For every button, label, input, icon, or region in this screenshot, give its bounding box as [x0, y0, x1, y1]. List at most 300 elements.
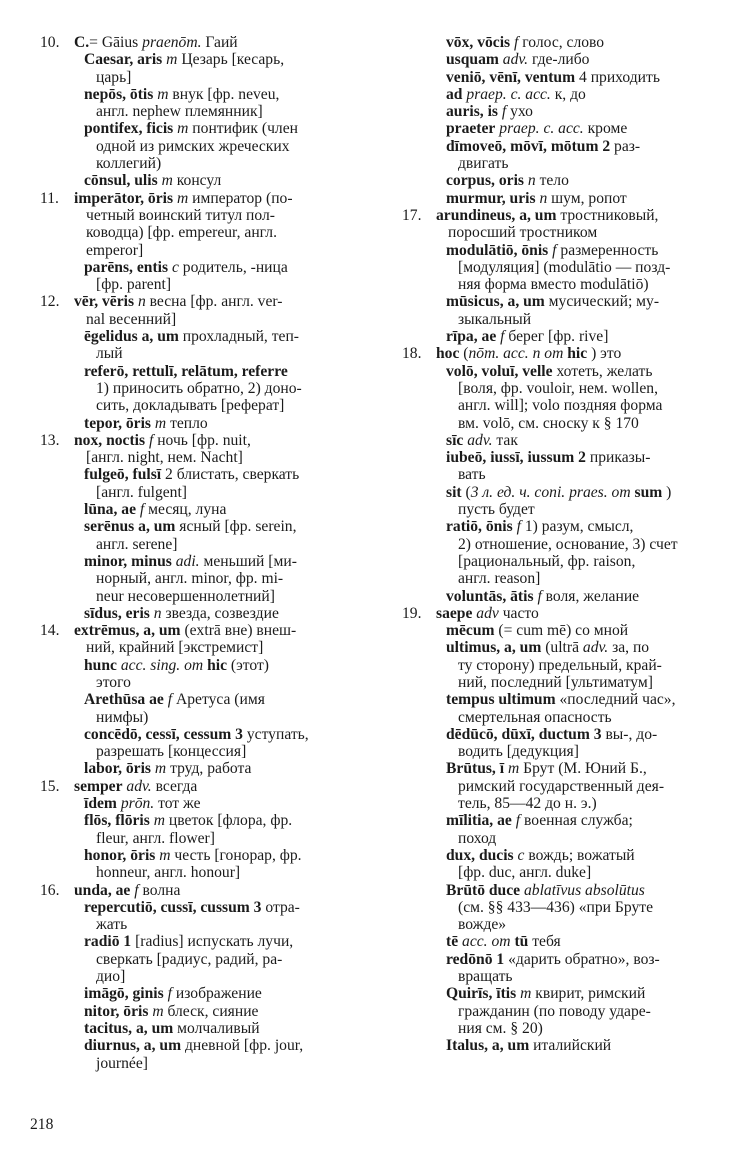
entry-headline	[436, 345, 718, 362]
definition-text: (extrā вне) внеш-	[180, 622, 297, 640]
dictionary-entry	[40, 363, 360, 415]
entry-continuation	[446, 501, 718, 518]
definition-text: дио]	[96, 968, 126, 986]
definition-text: блеск, сияние	[163, 1002, 259, 1020]
entry-headline	[436, 207, 718, 224]
headword: ultimus, a, um	[446, 639, 542, 657]
definition-text: ний, крайний [экстремист]	[86, 639, 264, 657]
definition-text: лый	[96, 345, 123, 363]
entry-continuation	[84, 951, 360, 968]
entry-headline	[84, 51, 360, 68]
definition-text: берег [фр. rive]	[504, 328, 609, 346]
definition-text: ) это	[587, 345, 622, 363]
entry-continuation	[84, 138, 360, 155]
headword: honor, ōris	[84, 846, 156, 864]
definition-text: гражданин (по поводу ударе-	[458, 1002, 651, 1020]
definition-text: тело	[535, 172, 569, 190]
definition-text: дневной [фр. jour,	[181, 1037, 304, 1055]
entry-continuation	[446, 259, 718, 276]
entry-headline	[446, 1037, 718, 1054]
definition-text: ухо	[506, 103, 533, 121]
definition-text: neur несовершеннолетний]	[96, 587, 275, 605]
definition-text: прохладный, теп-	[178, 328, 299, 346]
headword: volō, voluī, velle	[446, 362, 553, 380]
dictionary-entry	[402, 207, 718, 242]
definition-text: сить, докладывать [реферат]	[96, 397, 285, 415]
definition-text: военная служба;	[520, 812, 633, 830]
section-number: 19.	[402, 604, 422, 622]
dictionary-entry	[402, 760, 718, 812]
grammar-label: m	[520, 985, 532, 1003]
entry-continuation	[74, 207, 360, 224]
left-column	[40, 34, 360, 1072]
headword: hic	[567, 345, 588, 363]
entry-headline	[446, 293, 718, 310]
entry-continuation	[446, 674, 718, 691]
grammar-label: m	[507, 760, 520, 778]
entry-headline	[446, 363, 718, 380]
headword: concēdō, cessī, cessum 3	[84, 725, 243, 743]
definition-text: весна [фр. англ. ver-	[145, 293, 283, 311]
definition-text: Брут (М. Юний Б.,	[519, 760, 647, 778]
headword: redōnō 1	[446, 950, 505, 968]
definition-text: за, по	[608, 639, 650, 657]
entry-continuation	[446, 311, 718, 328]
entry-continuation	[84, 570, 360, 587]
entry-headline	[84, 501, 360, 518]
grammar-label: f	[501, 103, 507, 121]
entry-continuation	[446, 743, 718, 760]
entry-continuation	[84, 743, 360, 760]
definition-text: италийский	[529, 1037, 612, 1055]
definition-text: всегда	[151, 777, 198, 795]
grammar-label: acc. om	[462, 933, 511, 951]
headword: referō, rettulī, relātum, referre	[84, 362, 288, 380]
dictionary-entry	[402, 363, 718, 432]
entry-headline	[84, 86, 360, 103]
entry-headline	[446, 622, 718, 639]
headword: pontifex, ficis	[84, 120, 174, 138]
definition-text: тепло	[166, 414, 208, 432]
entry-headline	[84, 760, 360, 777]
dictionary-entry	[402, 951, 718, 986]
entry-continuation	[84, 864, 360, 881]
definition-text: родитель, -ница	[178, 258, 288, 276]
grammar-label: n	[539, 189, 548, 207]
definition-text: волна	[138, 881, 181, 899]
headword: diurnus, a, um	[84, 1037, 182, 1055]
definition-text: шум, ропот	[547, 189, 627, 207]
dictionary-entry	[402, 190, 718, 207]
definition-text: [англ. fulgent]	[96, 483, 188, 501]
definition-text: ясный [фр. serein,	[175, 518, 297, 536]
definition-text: (этот)	[227, 656, 269, 674]
headword: Caesar, aris	[84, 51, 163, 69]
dictionary-entry	[402, 449, 718, 484]
entry-continuation	[74, 311, 360, 328]
headword: tepor, ōris	[84, 414, 151, 432]
headword: hic	[207, 656, 227, 674]
entry-headline	[74, 882, 360, 899]
entry-continuation	[84, 536, 360, 553]
dictionary-entry	[40, 293, 360, 328]
headword: vōx, vōcis	[446, 34, 511, 51]
grammar-label: ablatīvus absolūtus	[523, 881, 645, 899]
headword: arundineus, a, um	[436, 206, 557, 224]
definition-text: emperor]	[86, 241, 144, 259]
entry-headline	[436, 605, 718, 622]
entry-continuation	[84, 397, 360, 414]
entry-headline	[74, 293, 360, 310]
entry-continuation	[446, 657, 718, 674]
entry-headline	[84, 120, 360, 137]
grammar-label: f	[500, 328, 505, 346]
headword: extrēmus, a, um	[74, 622, 181, 640]
definition-text: мусический; му-	[544, 293, 660, 311]
entry-continuation	[74, 639, 360, 656]
definition-text: (= cum mē) со мной	[494, 622, 629, 640]
dictionary-entry	[402, 1037, 718, 1054]
definition-text: [radius] испускать лучи,	[131, 933, 294, 951]
headword: Brūtō duce	[446, 881, 521, 899]
entry-headline	[74, 778, 360, 795]
entry-headline	[84, 518, 360, 535]
definition-text: нимфы)	[96, 708, 149, 726]
definition-text: 4 приходить	[575, 68, 660, 86]
definition-text: вращать	[458, 968, 513, 986]
definition-text: пусть будет	[458, 501, 535, 519]
grammar-label: m	[154, 760, 167, 778]
dictionary-entry	[402, 138, 718, 173]
definition-text: воля, желание	[541, 587, 640, 605]
dictionary-entry	[40, 899, 360, 934]
definition-text: так	[492, 431, 518, 449]
definition-text: ний, последний [ультиматум]	[458, 673, 653, 691]
dictionary-entry	[40, 553, 360, 605]
entry-continuation	[446, 536, 718, 553]
headword: tempus ultimum	[446, 691, 556, 709]
dictionary-entry	[402, 622, 718, 639]
headword: radiō 1	[84, 933, 132, 951]
dictionary-entry	[402, 345, 718, 362]
section-number: 13.	[40, 431, 60, 449]
dictionary-entry	[40, 691, 360, 726]
entry-headline	[84, 1037, 360, 1054]
entry-headline	[84, 795, 360, 812]
headword: cōnsul, ulis	[84, 172, 158, 190]
entry-headline	[446, 847, 718, 864]
dictionary-entry	[402, 812, 718, 847]
entry-headline	[446, 328, 718, 345]
headword: sum	[634, 483, 663, 501]
entry-continuation	[84, 69, 360, 86]
headword: vēr, vēris	[74, 293, 135, 311]
definition-text: цветок [флора, фр.	[165, 812, 293, 830]
definition-text: одной из римских жреческих	[96, 137, 290, 155]
headword: Quirīs, ītis	[446, 985, 517, 1003]
definition-text: вы-, до-	[601, 725, 658, 743]
headword: repercutiō, cussī, cussum 3	[84, 898, 262, 916]
definition-text: хотеть, желать	[552, 362, 653, 380]
entry-headline	[446, 103, 718, 120]
entry-headline	[446, 639, 718, 656]
definition-text: кроме	[583, 120, 628, 138]
entry-continuation	[84, 380, 360, 397]
definition-text: молчаливый	[173, 1019, 260, 1037]
headword: nitor, ōris	[84, 1002, 149, 1020]
definition-text: 2) отношение, основание, 3) счет	[458, 535, 678, 553]
dictionary-entry	[402, 51, 718, 68]
entry-headline	[84, 328, 360, 345]
definition-text: внук [фр. neveu,	[168, 85, 280, 103]
dictionary-entry	[40, 34, 360, 51]
definition-text: «дарить обратно», воз-	[504, 950, 660, 968]
definition-text: [модуляция] (modulātio — позд-	[458, 258, 671, 276]
definition-text: вождь; вожатый	[524, 846, 635, 864]
grammar-label: praenōm.	[142, 34, 202, 51]
definition-text: [фр. duc, англ. duke]	[458, 864, 592, 882]
headword: usquam	[446, 51, 499, 69]
dictionary-entry	[40, 760, 360, 777]
definition-text: 1) разум, смысл,	[520, 518, 634, 536]
right-column	[402, 34, 718, 1055]
entry-headline	[84, 553, 360, 570]
entry-headline	[84, 985, 360, 1002]
headword: tacitus, a, um	[84, 1019, 174, 1037]
headword: Italus, a, um	[446, 1037, 530, 1055]
definition-text: водить [дедукция]	[458, 743, 579, 761]
grammar-label: praep. c. acc.	[466, 85, 551, 103]
definition-text: вм. volō, см. сноску к § 170	[458, 414, 639, 432]
definition-text: вожде»	[458, 916, 507, 934]
definition-text: изображение	[171, 985, 262, 1003]
dictionary-entry	[40, 985, 360, 1002]
grammar-label: m	[153, 812, 166, 830]
section-number: 14.	[40, 622, 60, 640]
entry-headline	[446, 138, 718, 155]
headword: hunc	[84, 656, 117, 674]
grammar-label: f	[537, 587, 542, 605]
definition-text: «последний час»,	[555, 691, 676, 709]
entry-continuation	[84, 103, 360, 120]
dictionary-entry	[402, 933, 718, 950]
entry-headline	[84, 691, 360, 708]
headword: parēns, entis	[84, 258, 169, 276]
definition-text: nal весенний]	[86, 310, 177, 328]
definition-text: 2 блистать, сверкать	[161, 466, 300, 484]
headword: modulātiō, ōnis	[446, 241, 549, 259]
entry-continuation	[84, 709, 360, 726]
headword: dux, ducis	[446, 846, 514, 864]
entry-headline	[84, 847, 360, 864]
entry-continuation	[84, 830, 360, 847]
entry-continuation	[84, 1055, 360, 1072]
entry-headline	[446, 120, 718, 137]
headword: hoc	[436, 345, 460, 363]
dictionary-entry	[402, 242, 718, 294]
definition-text: [рациональный, фр. raison,	[458, 552, 636, 570]
headword: sit	[446, 483, 462, 501]
entry-continuation	[84, 968, 360, 985]
grammar-label: n	[137, 293, 146, 311]
entry-headline	[84, 812, 360, 829]
entry-continuation	[446, 864, 718, 881]
grammar-label: adv.	[467, 431, 493, 449]
entry-headline	[74, 622, 360, 639]
headword: ad	[446, 85, 463, 103]
headword: ēgelidus a, um	[84, 328, 179, 346]
entry-continuation	[74, 449, 360, 466]
dictionary-entry	[40, 882, 360, 899]
headword: ratiō, ōnis	[446, 518, 513, 536]
dictionary-entry	[40, 415, 360, 432]
entry-continuation	[446, 916, 718, 933]
grammar-label: m	[159, 846, 171, 864]
headword: īdem	[84, 795, 117, 813]
definition-text: понтифик (член	[188, 120, 298, 138]
entry-continuation	[84, 588, 360, 605]
definition-text: 1) приносить обратно, 2) доно-	[96, 379, 302, 397]
entry-headline	[446, 242, 718, 259]
grammar-label: adi.	[175, 552, 200, 570]
headword: iubeō, iussī, iussum 2	[446, 449, 586, 467]
entry-continuation	[446, 466, 718, 483]
headword: sīdus, eris	[84, 604, 150, 622]
entry-continuation	[446, 155, 718, 172]
definition-text: разрешать [концессия]	[96, 743, 247, 761]
definition-text: англ. reason]	[458, 570, 541, 588]
headword: praeter	[446, 120, 496, 138]
dictionary-entry	[40, 190, 360, 259]
definition-text: раз-	[610, 137, 641, 155]
page-number: 218	[30, 1116, 54, 1133]
entry-headline	[446, 933, 718, 950]
dictionary-entry	[402, 293, 718, 328]
dictionary-entry	[402, 120, 718, 137]
definition-text: англ. nephew племянник]	[96, 103, 263, 121]
definition-text: journée]	[96, 1054, 148, 1072]
entry-headline	[446, 882, 718, 899]
grammar-label: f	[552, 241, 557, 259]
dictionary-entry	[402, 172, 718, 189]
definition-text: вать	[458, 466, 486, 484]
dictionary-entry	[40, 328, 360, 363]
grammar-label: adv	[476, 604, 499, 622]
definition-text: труд, работа	[166, 760, 252, 778]
entry-headline	[446, 190, 718, 207]
headword: corpus, oris	[446, 172, 524, 190]
definition-text: четный воинский титул пол-	[86, 206, 275, 224]
definition-text: [воля, фр. vouloir, нем. wollen,	[458, 379, 658, 397]
definition-text: ководца) [фр. empereur, англ.	[86, 224, 277, 242]
dictionary-entry	[402, 484, 718, 519]
definition-text: жать	[96, 916, 128, 934]
entry-headline	[84, 259, 360, 276]
grammar-label: prōn.	[120, 795, 155, 813]
headword: tē	[446, 933, 459, 951]
section-number: 18.	[402, 345, 422, 363]
entry-headline	[446, 86, 718, 103]
entry-continuation	[84, 155, 360, 172]
definition-text: (ultrā	[541, 639, 583, 657]
entry-headline	[84, 415, 360, 432]
dictionary-entry	[402, 328, 718, 345]
definition-text: зыкальный	[458, 310, 532, 328]
entry-continuation	[84, 674, 360, 691]
entry-headline	[446, 484, 718, 501]
definition-text: тебя	[528, 933, 561, 951]
dictionary-entry	[40, 933, 360, 985]
definition-text: honneur, англ. honour]	[96, 864, 241, 882]
grammar-label: c	[171, 258, 179, 276]
headword: murmur, uris	[446, 189, 536, 207]
entry-continuation	[446, 276, 718, 293]
grammar-label: n	[527, 172, 536, 190]
entry-continuation	[84, 345, 360, 362]
headword: flōs, flōris	[84, 812, 150, 830]
headword: unda, ae	[74, 881, 131, 899]
entry-headline	[74, 432, 360, 449]
definition-text: поросший тростником	[448, 224, 598, 242]
headword: Brūtus, ī	[446, 760, 505, 778]
definition-text: fleur, англ. flower]	[96, 829, 215, 847]
grammar-label: m	[161, 172, 173, 190]
definition-text: ту сторону) предельный, край-	[458, 656, 662, 674]
definition-text: )	[662, 483, 672, 501]
entry-continuation	[74, 224, 360, 241]
entry-headline	[446, 691, 718, 708]
dictionary-entry	[40, 120, 360, 172]
definition-text: Аретуса (имя	[172, 691, 265, 709]
definition-text: поход	[458, 829, 497, 847]
headword: tū	[514, 933, 529, 951]
dictionary-entry	[40, 778, 360, 795]
definition-text: этого	[96, 673, 131, 691]
dictionary-entry	[40, 726, 360, 761]
dictionary-entry	[402, 847, 718, 882]
entry-headline	[74, 190, 360, 207]
grammar-label: f	[167, 691, 173, 709]
definition-text: коллегий)	[96, 155, 162, 173]
grammar-label: acc. sing. om	[120, 656, 204, 674]
headword: dīmoveō, mōvī, mōtum 2	[446, 137, 611, 155]
headword: voluntās, ātis	[446, 587, 534, 605]
headword: semper	[74, 777, 123, 795]
headword: auris, is	[446, 103, 498, 121]
entry-headline	[446, 518, 718, 535]
headword: sīc	[446, 431, 464, 449]
dictionary-entry	[40, 501, 360, 518]
dictionary-entry	[40, 622, 360, 657]
dictionary-entry	[40, 1020, 360, 1037]
definition-text: квирит, римский	[531, 985, 646, 1003]
definition-text: (	[461, 483, 471, 501]
dictionary-entry	[402, 86, 718, 103]
grammar-label: f	[134, 881, 139, 899]
entry-continuation	[84, 484, 360, 501]
entry-headline	[446, 951, 718, 968]
dictionary-entry	[402, 726, 718, 761]
definition-text: = Gāius	[89, 34, 143, 51]
dictionary-entry	[402, 639, 718, 691]
headword: mīlitia, ae	[446, 812, 512, 830]
entry-continuation	[84, 276, 360, 293]
definition-text: отра-	[261, 898, 300, 916]
dictionary-entry	[402, 588, 718, 605]
dictionary-entry	[40, 812, 360, 847]
definition-text: размеренность	[556, 241, 659, 259]
grammar-label: m	[166, 51, 178, 69]
